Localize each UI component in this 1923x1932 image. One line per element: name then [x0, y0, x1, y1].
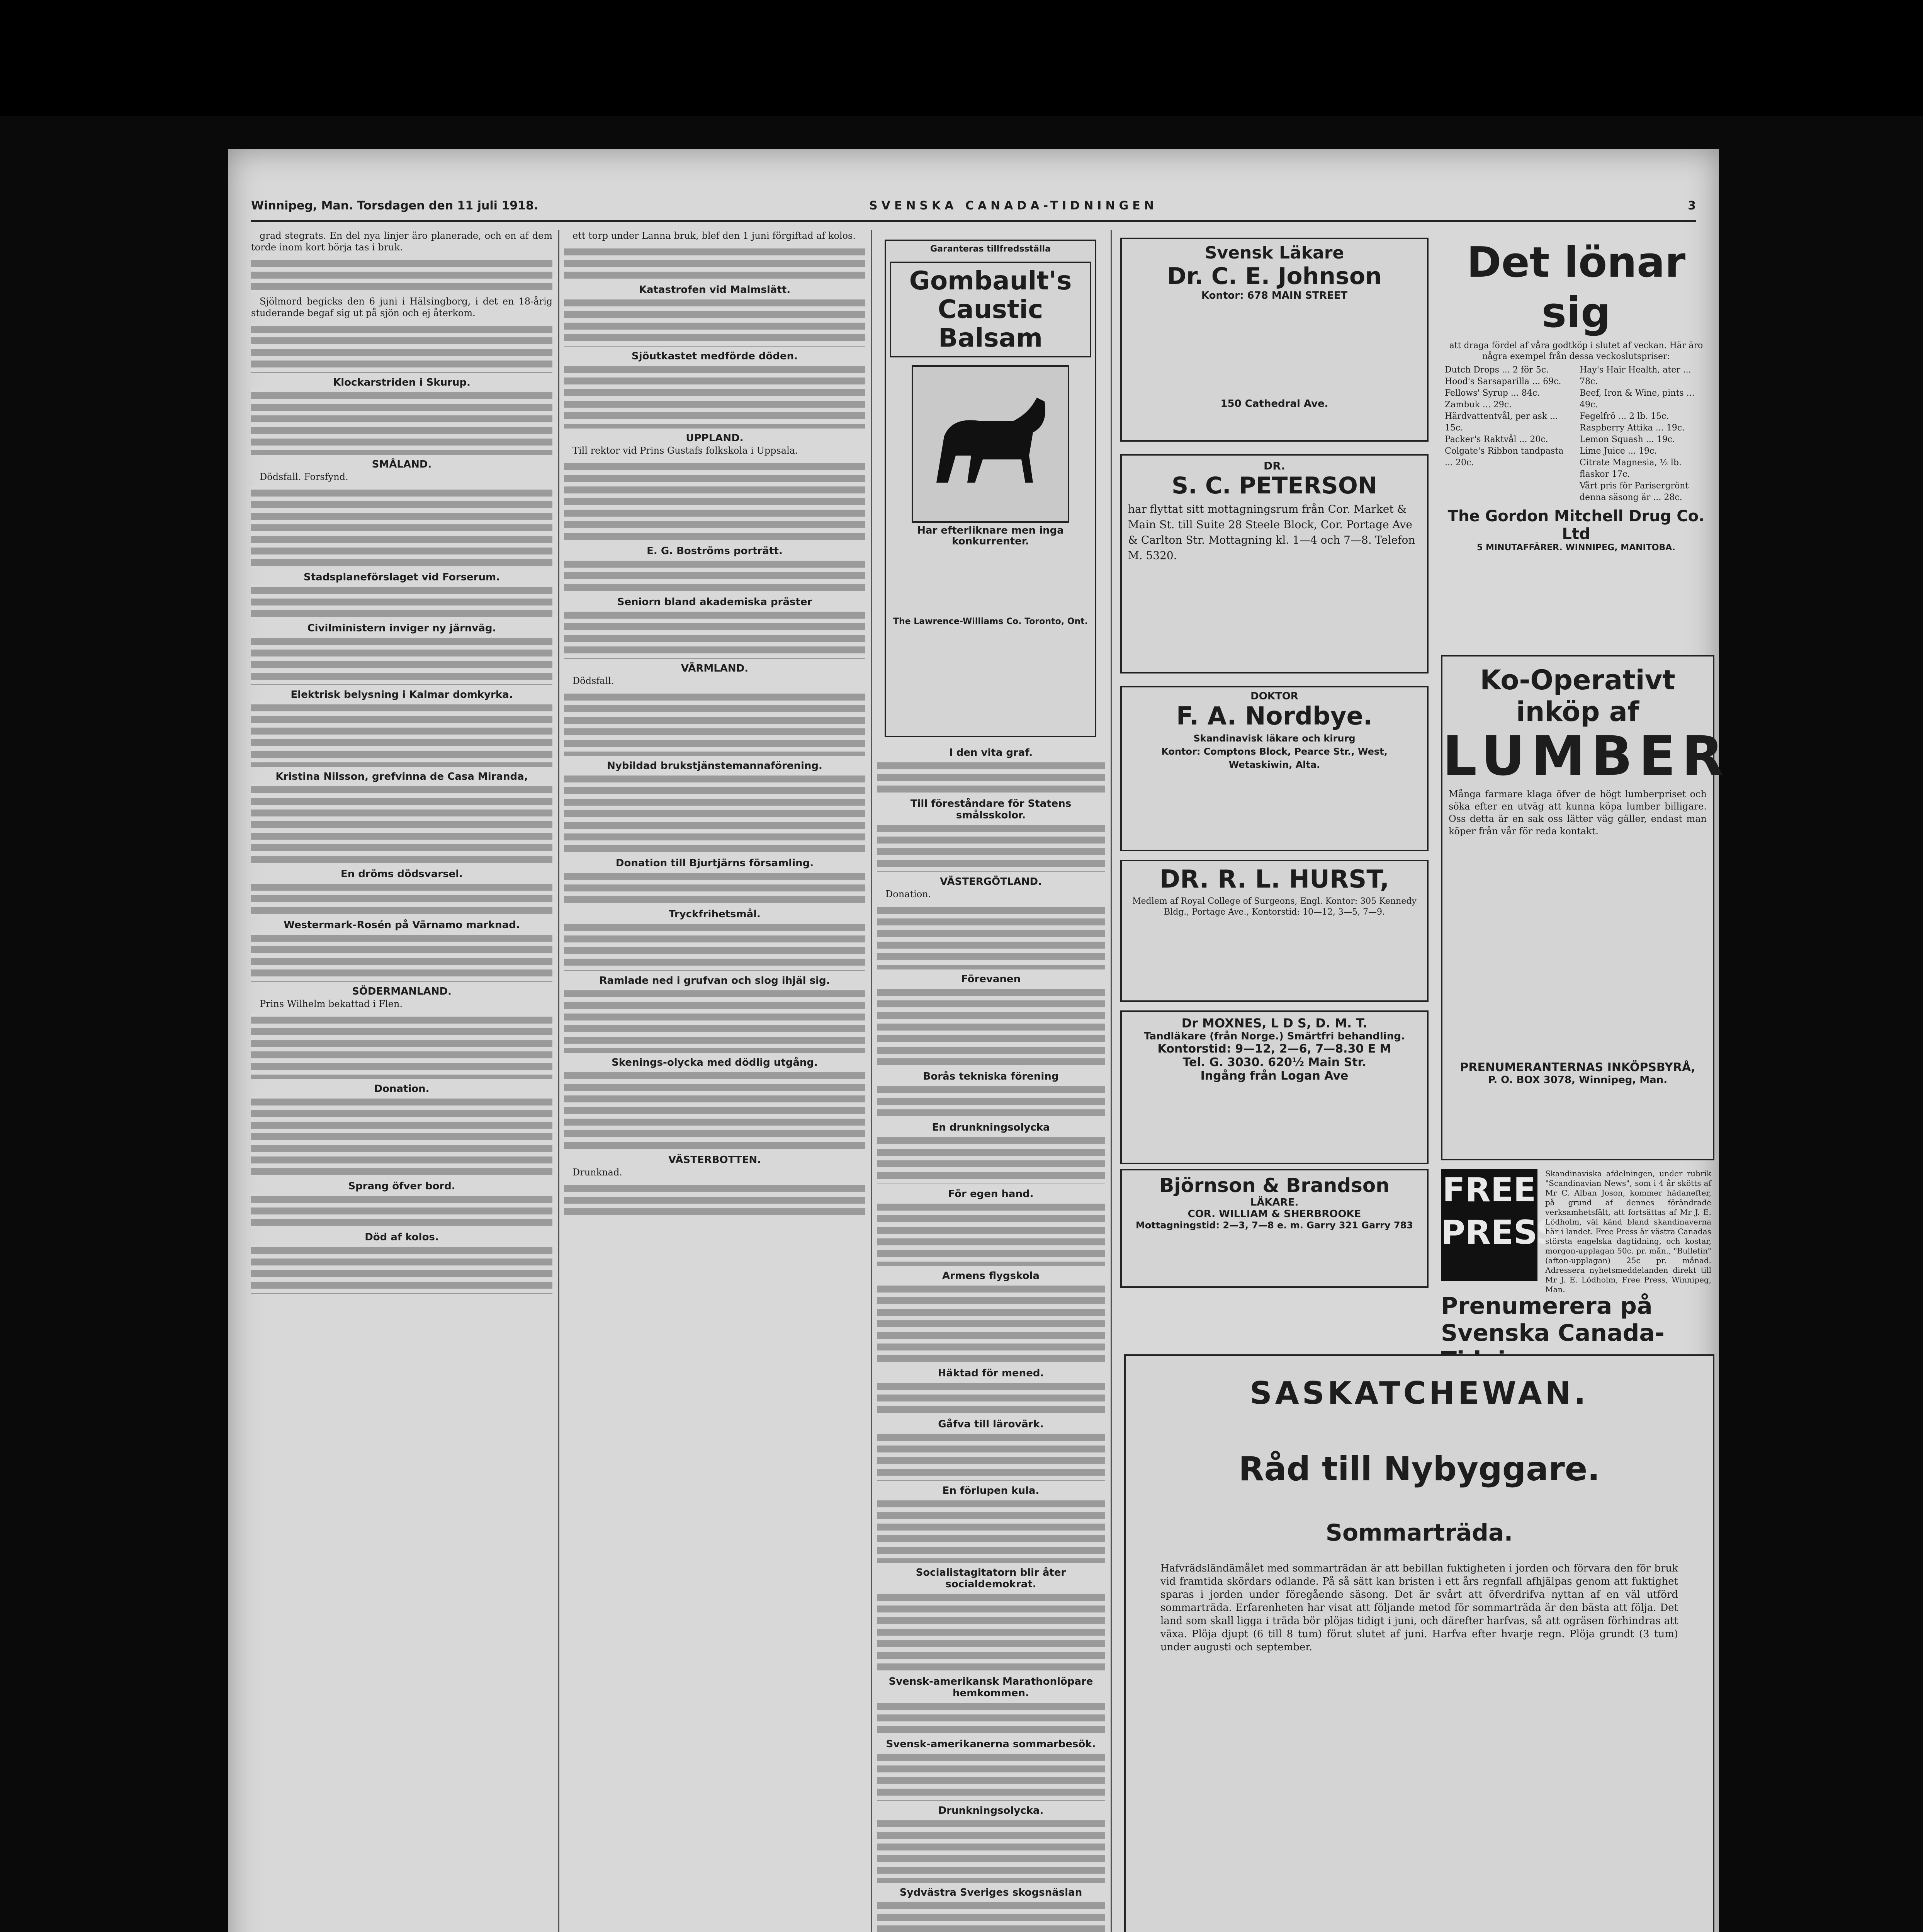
article-headline: Westermark-Rosén på Värnamo marknad. [284, 919, 520, 931]
article-text: Sjölmord begicks den 6 juni i Hälsingborg, i det en 18-årig studerande begaf sig ut på sjön och ej återkom. [251, 296, 552, 318]
article [877, 1270, 1105, 1364]
ad-heading: Svensk Läkare [1204, 243, 1344, 263]
price-item: Hood's Sarsaparilla ... 69c. [1445, 377, 1561, 386]
article-body-lines [877, 1282, 1105, 1364]
price-item: Raspberry Attika ... 19c. [1580, 423, 1685, 433]
article-body-lines [877, 1591, 1105, 1672]
article [564, 663, 865, 756]
price-item: Hay's Hair Health, ater ... 78c. [1580, 365, 1691, 386]
header-masthead: SVENSKA CANADA-TIDNINGEN [869, 199, 1158, 213]
ad-box: P. O. BOX 3078, Winnipeg, Man. [1488, 1074, 1668, 1086]
article-text: Till rektor vid Prins Gustafs folkskola i Uppsala. [572, 445, 798, 456]
article-body-lines [877, 1083, 1105, 1118]
article-headline: E. G. Boströms porträtt. [647, 545, 783, 557]
article-headline: Borås tekniska förening [923, 1071, 1059, 1082]
article-headline: Tryckfrihetsmål. [669, 908, 761, 920]
article-body-lines [251, 783, 552, 864]
article [877, 747, 1105, 794]
ad-big-word: LUMBER [1442, 725, 1730, 788]
article-body-lines [564, 296, 865, 347]
article-body-lines [251, 1014, 552, 1079]
ad-maker: The Lawrence-Williams Co. Toronto, Ont. [893, 617, 1088, 626]
article-body-lines [877, 904, 1105, 969]
article [251, 689, 552, 767]
ad-doctor-name: Björnson & Brandson [1159, 1174, 1390, 1197]
article [251, 622, 552, 685]
ad-subtitle: Har efterliknare men inga konkurrenter. [917, 525, 1064, 547]
article [251, 296, 552, 373]
article-body-lines [877, 1497, 1105, 1563]
article [564, 545, 865, 592]
header-rule [251, 220, 1696, 222]
article-headline: SMÅLAND. [372, 459, 432, 470]
article-body-lines [564, 870, 865, 905]
price-list-right [1580, 364, 1707, 503]
article [877, 1676, 1105, 1735]
ad-prefix: DR. [1264, 459, 1285, 472]
article-text: Drunknad. [572, 1167, 622, 1178]
article [877, 1418, 1105, 1481]
horse-icon [913, 367, 1068, 521]
article [877, 1738, 1105, 1801]
article [877, 1071, 1105, 1118]
saskatchewan-ad [1124, 1354, 1714, 1932]
ad-address: COR. WILLIAM & SHERBROOKE [1187, 1208, 1361, 1220]
ad-text: Skandinavisk läkare och kirurg [1193, 733, 1356, 744]
article-headline: UPPLAND. [686, 432, 744, 444]
article [877, 1567, 1105, 1672]
article-body-lines [564, 609, 865, 659]
article-body-lines [877, 1899, 1105, 1932]
price-item: Citrate Magnesia, ½ lb. flaskor 17c. [1580, 458, 1682, 479]
ad-hours: Mottagningstid: 2—3, 7—8 e. m. Garry 321 Garry 783 [1136, 1220, 1413, 1231]
nordbye-ad [1120, 686, 1429, 851]
article [564, 857, 865, 905]
column-2 [564, 230, 865, 1930]
free-press-text: Skandinaviska afdelningen, under rubrik "Scandinavian News", som i 4 år skötts af Mr C. Alban Joson, kommer hädanefter, på grund af dennes förändrade verksamhetsfält, att fortsättas af Mr J. E. Lödholm, väl känd bland skandinaverna här i landet. Free Press är västra Canadas största engelska dagtidning, och kostar, morgon-upplagan 50c. pr. mån., "Bulletin" (afton-upplagan) 25c pr. månad. Adressera nyhetsmeddelanden direkt till Mr J. E. Lödholm, Free Press, Winnipeg, Man. [1545, 1169, 1711, 1294]
article-body-lines [877, 1817, 1105, 1883]
price-item: Lemon Squash ... 19c. [1580, 435, 1675, 444]
ad-footer: PRENUMERANTERNAS INKÖPSBYRÅ, [1460, 1061, 1695, 1074]
article-body-lines [251, 701, 552, 767]
ad-doctor-name: Dr. C. E. Johnson [1167, 263, 1382, 290]
ad-title: Råd till Nybyggare. [1238, 1450, 1600, 1488]
article-headline: Armens flygskola [942, 1270, 1040, 1282]
article-headline: För egen hand. [948, 1188, 1034, 1200]
price-item: Fegelfrö ... 2 lb. 15c. [1580, 412, 1669, 421]
article-headline: Häktad för mened. [938, 1367, 1044, 1379]
article-headline: Sprang öfver bord. [348, 1180, 455, 1192]
price-item: Beef, Iron & Wine, pints ... 49c. [1580, 388, 1695, 410]
article-body-lines [877, 759, 1105, 794]
article [877, 798, 1105, 872]
article [251, 459, 552, 568]
article-headline: Död af kolos. [365, 1231, 439, 1243]
article-body-lines [877, 1380, 1105, 1415]
article [564, 1154, 865, 1217]
ad-entrance: Ingång från Logan Ave [1200, 1069, 1349, 1083]
article-body-lines [251, 881, 552, 915]
price-item: Zambuk ... 29c. [1445, 400, 1512, 410]
article [251, 868, 552, 915]
article-body-lines [877, 1134, 1105, 1184]
page-header [251, 199, 1696, 222]
article [251, 771, 552, 864]
ad-intro: att draga fördel af våra godtköp i slutet af veckan. Här äro några exempel från dessa veckoslutspriser: [1449, 341, 1703, 361]
ad-city: 5 MINUTAFFÄRER. WINNIPEG, MANITOBA. [1476, 543, 1675, 553]
article [877, 1367, 1105, 1415]
gordon-mitchell-ad [1441, 238, 1711, 639]
article-headline: Donation. [374, 1083, 430, 1095]
article-headline: I den vita graf. [949, 747, 1033, 759]
ad-town: Wetaskiwin, Alta. [1228, 759, 1320, 770]
ad-title: Gombault's Caustic Balsam [890, 262, 1091, 357]
article-headline: Gåfva till lärovärk. [938, 1418, 1044, 1430]
article-body-lines [564, 1069, 865, 1150]
article-headline: Svensk-amerikansk Marathonlöpare hemkommen. [888, 1676, 1093, 1699]
article [564, 230, 865, 280]
column-divider [1111, 230, 1112, 1932]
ad-doctor-name: S. C. PETERSON [1171, 472, 1378, 499]
article [564, 284, 865, 347]
price-item: Lime Juice ... 19c. [1580, 446, 1657, 456]
article-text: Dödsfall. Forsfynd. [260, 471, 348, 482]
price-item: Dutch Drops ... 2 för 5c. [1445, 365, 1549, 375]
ad-note: 150 Cathedral Ave. [1220, 398, 1328, 410]
article-headline: Kristina Nilsson, grefvinna de Casa Miranda, [275, 771, 528, 782]
ad-text: Många farmare klaga öfver de högt lumberpriset och söka efter en utväg att kunna köpa lumber billigare. Oss detta är en sak oss lätter väg gäller, endast man köper från vår för reda kontakt. [1449, 789, 1707, 837]
article [564, 350, 865, 429]
column-divider [558, 230, 559, 1932]
article [877, 1887, 1105, 1932]
article-headline: Socialistagitatorn blir åter socialdemokrat. [916, 1567, 1066, 1590]
ad-tagline: Garanteras tillfredsställa [930, 244, 1051, 254]
ad-body: Hafvrädsländämålet med sommarträdan är att bebillan fuktigheten i jorden och förvara den för bruk vid framtida skördars odlande. På så sätt kan bristen i ett års regnfall afhjälpas genom att fuktighet sparas i jorden under föregående säsong. Det är svårt att öfverdrifva nyttan af en väl utförd sommarträda. Erfarenheten har visat att följande metod för sommarträda är den bästa att följa. Det land som skall ligga i träda bör plöjas tidigt i juni, och därefter harfvas, så att ogräsen förhindras att växa. Plöja djupt (6 till 8 tum) förut slutet af juni. Harfva efter hvarje regn. Plöja grundt (3 tum) under augusti och september. [1160, 1563, 1678, 1653]
article-body-lines [564, 987, 865, 1053]
article-text: Prins Wilhelm bekattad i Flen. [260, 998, 403, 1009]
article-headline: En drunkningsolycka [932, 1122, 1050, 1133]
article [564, 760, 865, 854]
article-body-lines [251, 486, 552, 568]
article-headline: Sydvästra Sveriges skogsnäslan [899, 1887, 1082, 1898]
price-item: Fellows' Syrup ... 84c. [1445, 388, 1540, 398]
article [877, 1122, 1105, 1184]
article-headline: En dröms dödsvarsel. [340, 868, 463, 880]
article [564, 908, 865, 971]
free-press-logo [1441, 1169, 1560, 1281]
article-headline: VÄSTERBOTTEN. [668, 1154, 761, 1166]
article-body-lines [564, 558, 865, 592]
article-headline: Klockarstriden i Skurup. [333, 377, 471, 388]
gombault-balsam-ad [885, 240, 1096, 737]
newspaper-page [228, 149, 1730, 1932]
price-item: Vårt pris för Parisergrönt denna säsong är ... 28c. [1580, 481, 1689, 502]
ad-text: Medlem af Royal College of Surgeons, Engl. Kontor: 305 Kennedy Bldg., Portage Ave., Kontorstid: 10—12, 3—5, 7—9. [1132, 896, 1417, 917]
peterson-ad [1120, 454, 1429, 673]
article-headline: Katastrofen vid Malmslätt. [639, 284, 791, 296]
article-headline: Skenings-olycka med dödlig utgång. [612, 1057, 818, 1068]
article [564, 596, 865, 659]
ad-company: The Gordon Mitchell Drug Co. Ltd [1447, 507, 1705, 543]
article-headline: Seniorn bland akademiska präster [617, 596, 812, 608]
price-list [1441, 364, 1711, 503]
header-page-number: 3 [1688, 199, 1696, 213]
article-body-lines [877, 1700, 1105, 1735]
article [251, 1083, 552, 1177]
article-body-lines [251, 932, 552, 982]
article-body-lines [251, 635, 552, 685]
article [877, 1805, 1105, 1883]
price-list-left [1445, 364, 1573, 503]
article-headline: SÖDERMANLAND. [352, 986, 452, 997]
header-date: Winnipeg, Man. Torsdagen den 11 juli 1918. [251, 199, 539, 213]
article-headline: Donation till Bjurtjärns församling. [615, 857, 814, 869]
ad-subtitle: LÄKARE. [1250, 1197, 1299, 1208]
lakare-johnson-ad [1120, 238, 1429, 442]
column-1 [251, 230, 552, 1930]
article [251, 230, 552, 292]
ad-phone: Tel. G. 3030. 620½ Main Str. [1182, 1056, 1366, 1069]
article [251, 986, 552, 1079]
ad-address: Kontor: 678 MAIN STREET [1201, 290, 1348, 301]
ad-doctor-name: F. A. Nordbye. [1176, 702, 1373, 731]
ad-line-2: Svenska Canada- [1441, 1320, 1665, 1347]
article-body-lines [564, 921, 865, 971]
article-headline: VÄRMLAND. [681, 663, 749, 674]
ad-subtitle: Sommarträda. [1325, 1519, 1513, 1546]
article-body-lines [877, 986, 1105, 1067]
article-body-lines [251, 1193, 552, 1228]
ad-doctor-name: Dr MOXNES, L D S, D. M. T. [1181, 1016, 1368, 1031]
article [877, 973, 1105, 1067]
horse-illustration [912, 365, 1069, 523]
article-body-lines [877, 1431, 1105, 1481]
article-text: Donation. [885, 889, 931, 900]
ad-prefix: DOKTOR [1250, 690, 1298, 702]
article-headline: Elektrisk belysning i Kalmar domkyrka. [290, 689, 513, 701]
price-item: Härdvattentvål, per ask ... 15c. [1445, 412, 1558, 433]
ad-province: SASKATCHEWAN. [1250, 1375, 1589, 1411]
article [251, 1180, 552, 1228]
article-headline: Sjöutkastet medförde döden. [631, 350, 798, 362]
article-headline: En förlupen kula. [942, 1485, 1040, 1497]
article-headline: Till föreståndare för Statens smålsskolor. [910, 798, 1072, 821]
ad-heading: Ko-Operativt inköp af [1480, 664, 1675, 728]
article-text: grad stegrats. En del nya linjer äro planerade, och en af dem torde inom kort börja tas i bruk. [251, 230, 552, 253]
article [251, 571, 552, 619]
lumber-ad [1441, 655, 1730, 1160]
price-item: Colgate's Ribbon tandpasta ... 20c. [1445, 446, 1564, 468]
bjornson-brandson-ad [1120, 1169, 1429, 1288]
article [251, 377, 552, 455]
column-3 [877, 744, 1105, 1932]
article [877, 876, 1105, 969]
article-text: ett torp under Lanna bruk, blef den 1 juni förgiftad af kolos. [572, 230, 856, 241]
article [564, 1057, 865, 1150]
ad-text: Tandläkare (från Norge.) Smärtfri behandling. [1144, 1031, 1405, 1042]
film-edge-top [0, 0, 1923, 116]
logo-word-press: PRESS [1441, 1213, 1560, 1252]
article [564, 975, 865, 1053]
article-headline: Nybildad brukstjänstemannaförening. [607, 760, 822, 772]
article [251, 919, 552, 982]
moxnes-ad [1120, 1010, 1429, 1164]
article-headline: Svensk-amerikanerna sommarbesök. [886, 1738, 1096, 1750]
article-body-lines [251, 1244, 552, 1294]
article-body-lines [564, 690, 865, 756]
article [564, 432, 865, 541]
article-body-lines [564, 245, 865, 280]
ad-hours: Kontorstid: 9—12, 2—6, 7—8.30 E M [1157, 1042, 1391, 1056]
hurst-ad [1120, 860, 1429, 1002]
logo-word-free: FREE [1442, 1171, 1536, 1209]
ad-heading: Det lönar sig [1466, 238, 1686, 337]
article-body-lines [564, 460, 865, 541]
article-body-lines [877, 1201, 1105, 1266]
article-body-lines [251, 1095, 552, 1177]
article-body-lines [251, 257, 552, 292]
article-body-lines [251, 584, 552, 619]
article [251, 1231, 552, 1294]
price-item: Packer's Raktvål ... 20c. [1445, 435, 1548, 444]
article-body-lines [564, 363, 865, 429]
article [877, 1188, 1105, 1266]
ad-text: har flyttat sitt mottagningsrum från Cor. Market & Main St. till Suite 28 Steele Block, Cor. Portage Ave & Carlton Str. Mottagning kl. 1—4 och 7—8. Telefon M. 5320. [1128, 503, 1415, 562]
ad-line-1: Prenumerera på [1441, 1293, 1653, 1320]
article-body-lines [877, 1751, 1105, 1801]
column-divider [871, 230, 872, 1932]
article-text: Dödsfall. [572, 675, 614, 686]
article-body-lines [564, 772, 865, 854]
ad-doctor-name: DR. R. L. HURST, [1159, 865, 1390, 894]
article [877, 1485, 1105, 1563]
article-body-lines [251, 389, 552, 455]
article-headline: Civilministern inviger ny järnväg. [307, 622, 496, 634]
article-body-lines [251, 323, 552, 373]
article-headline: VÄSTERGÖTLAND. [940, 876, 1042, 888]
article-body-lines [877, 822, 1105, 872]
article-headline: Drunkningsolycka. [938, 1805, 1044, 1816]
article-body-lines [564, 1182, 865, 1217]
article-headline: Ramlade ned i grufvan och slog ihjäl sig. [599, 975, 830, 986]
ad-address: Kontor: Comptons Block, Pearce Str., West, [1161, 746, 1388, 757]
article-headline: Förevanen [961, 973, 1021, 985]
article-headline: Stadsplaneförslaget vid Forserum. [304, 571, 500, 583]
